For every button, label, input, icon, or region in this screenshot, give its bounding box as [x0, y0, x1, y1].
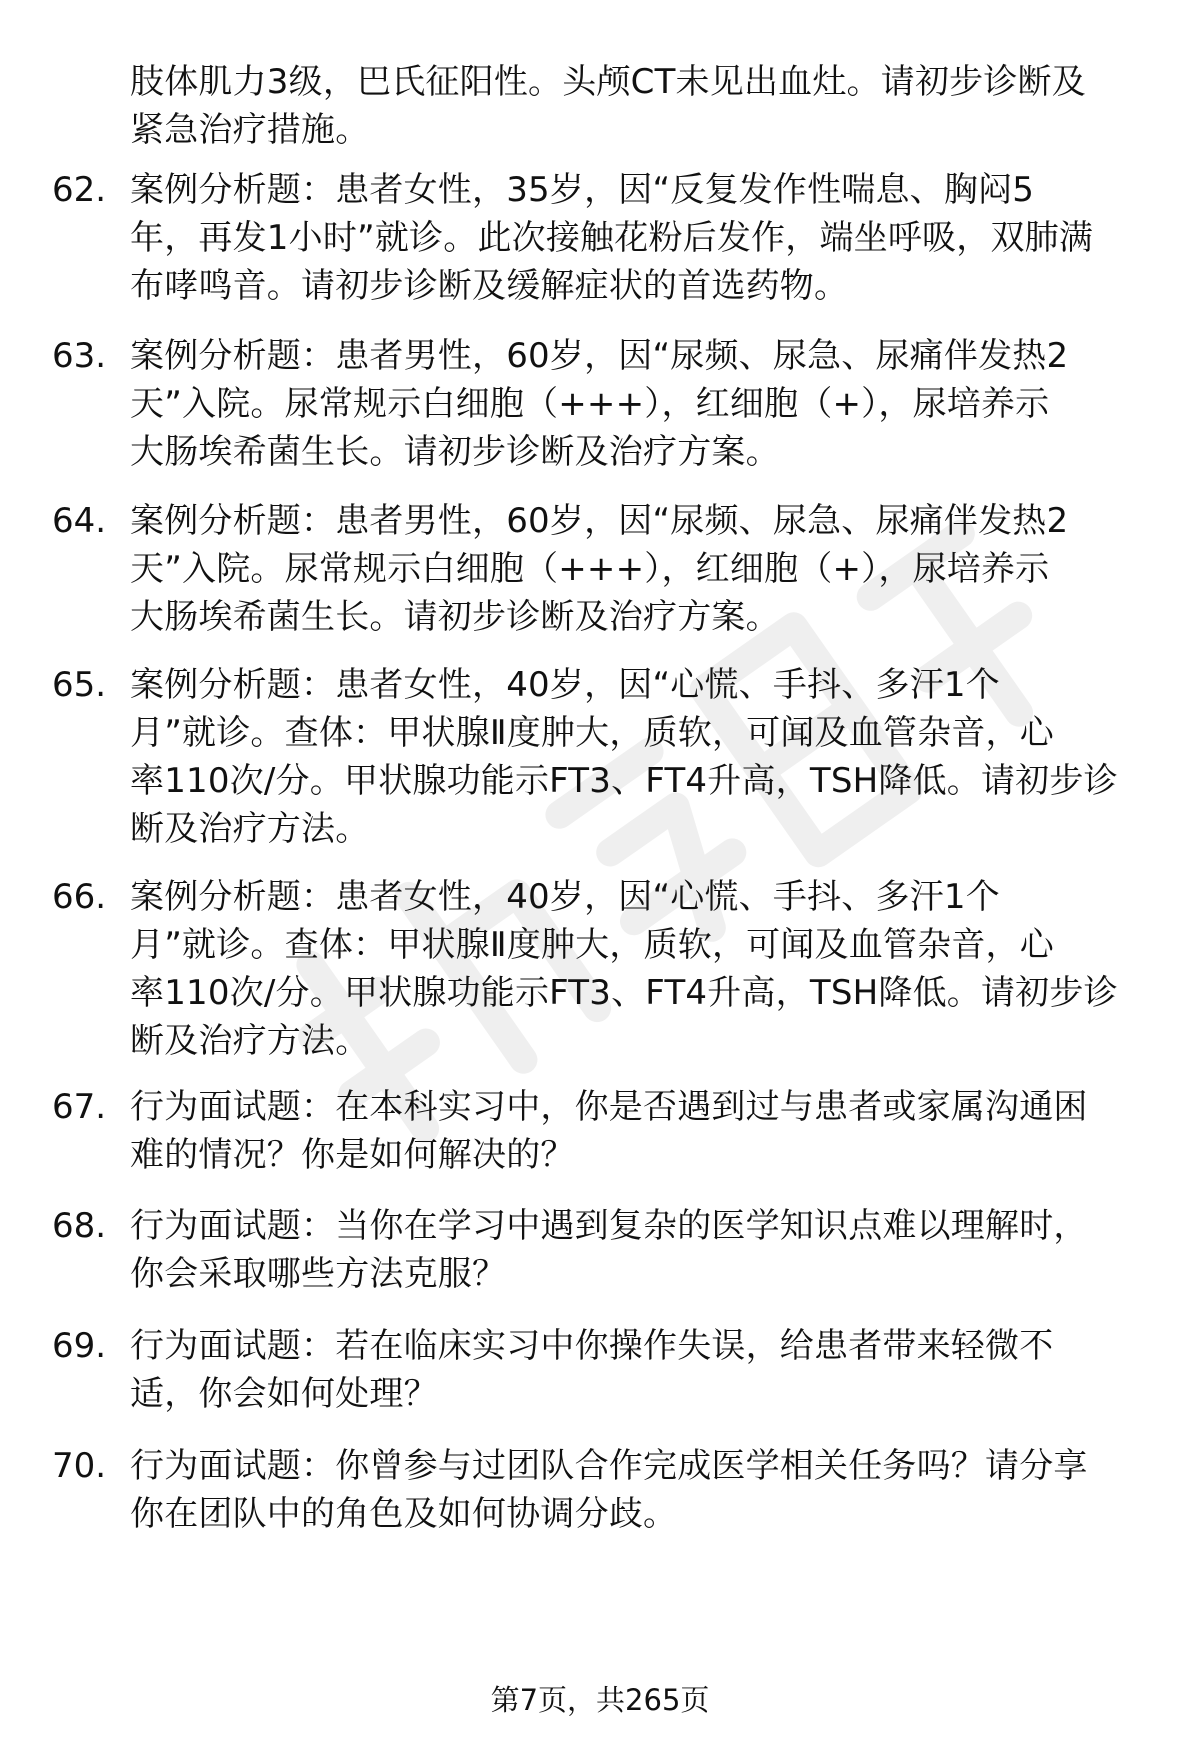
text-line: 案例分析题：患者女性，40岁，因“心慌、手抖、多汗1个: [130, 877, 1000, 917]
question-number: 68.: [52, 1206, 107, 1246]
question-text: [130, 661, 1170, 853]
text-line: 大肠埃希菌生长。请初步诊断及治疗方案。: [130, 432, 780, 472]
text-line: 行为面试题：若在临床实习中你操作失误，给患者带来轻微不: [130, 1326, 1054, 1366]
text-line: 断及治疗方法。: [130, 1021, 370, 1061]
text-line: 年，再发1小时”就诊。此次接触花粉后发作，端坐呼吸，双肺满: [130, 218, 1094, 258]
text-line: 难的情况？你是如何解决的？: [130, 1135, 575, 1175]
text-line: 适，你会如何处理？: [130, 1374, 438, 1414]
text-line: 月”就诊。查体：甲状腺Ⅱ度肿大，质软，可闻及血管杂音，心: [130, 713, 1054, 753]
text-line: 行为面试题：在本科实习中，你是否遇到过与患者或家属沟通困: [130, 1087, 1088, 1127]
text-line: 案例分析题：患者女性，40岁，因“心慌、手抖、多汗1个: [130, 665, 1000, 705]
question-text: [130, 1202, 1170, 1298]
text-line: 肢体肌力3级，巴氏征阳性。头颅CT未见出血灶。请初步诊断及: [130, 62, 1086, 102]
text-line: 月”就诊。查体：甲状腺Ⅱ度肿大，质软，可闻及血管杂音，心: [130, 925, 1054, 965]
text-line: 行为面试题：当你在学习中遇到复杂的医学知识点难以理解时，: [130, 1206, 1088, 1246]
question-text: [130, 1083, 1170, 1179]
page-footer: 第7页，共265页: [490, 1683, 710, 1717]
question-number: 69.: [52, 1326, 107, 1366]
text-line: 案例分析题：患者男性，60岁，因“尿频、尿急、尿痛伴发热2: [130, 336, 1069, 376]
continued-question-text: [130, 58, 1160, 154]
text-line: 布哮鸣音。请初步诊断及缓解症状的首选药物。: [130, 266, 849, 306]
question-number: 66.: [52, 877, 107, 917]
question-number: 64.: [52, 501, 107, 541]
question-text: [130, 332, 1170, 476]
text-line: 率110次/分。甲状腺功能示FT3、FT4升高，TSH降低。请初步诊: [130, 761, 1118, 801]
question-number: 65.: [52, 665, 107, 705]
question-number: 63.: [52, 336, 107, 376]
question-text: [130, 166, 1170, 310]
question-number: 67.: [52, 1087, 107, 1127]
text-line: 紧急治疗措施。: [130, 110, 370, 150]
text-line: 案例分析题：患者女性，35岁，因“反复发作性喘息、胸闷5: [130, 170, 1035, 210]
text-line: 断及治疗方法。: [130, 809, 370, 849]
text-line: 天”入院。尿常规示白细胞（+++），红细胞（+），尿培养示: [130, 549, 1050, 589]
text-line: 率110次/分。甲状腺功能示FT3、FT4升高，TSH降低。请初步诊: [130, 973, 1118, 1013]
text-line: 案例分析题：患者男性，60岁，因“尿频、尿急、尿痛伴发热2: [130, 501, 1069, 541]
question-text: [130, 873, 1170, 1065]
question-number: 62.: [52, 170, 107, 210]
question-text: [130, 1442, 1170, 1538]
question-text: [130, 497, 1170, 641]
text-line: 天”入院。尿常规示白细胞（+++），红细胞（+），尿培养示: [130, 384, 1050, 424]
question-text: [130, 1322, 1170, 1418]
text-line: 大肠埃希菌生长。请初步诊断及治疗方案。: [130, 597, 780, 637]
question-number: 70.: [52, 1446, 107, 1486]
text-line: 行为面试题：你曾参与过团队合作完成医学相关任务吗？请分享: [130, 1446, 1088, 1486]
text-line: 你在团队中的角色及如何协调分歧。: [130, 1494, 678, 1534]
text-line: 你会采取哪些方法克服？: [130, 1254, 507, 1294]
